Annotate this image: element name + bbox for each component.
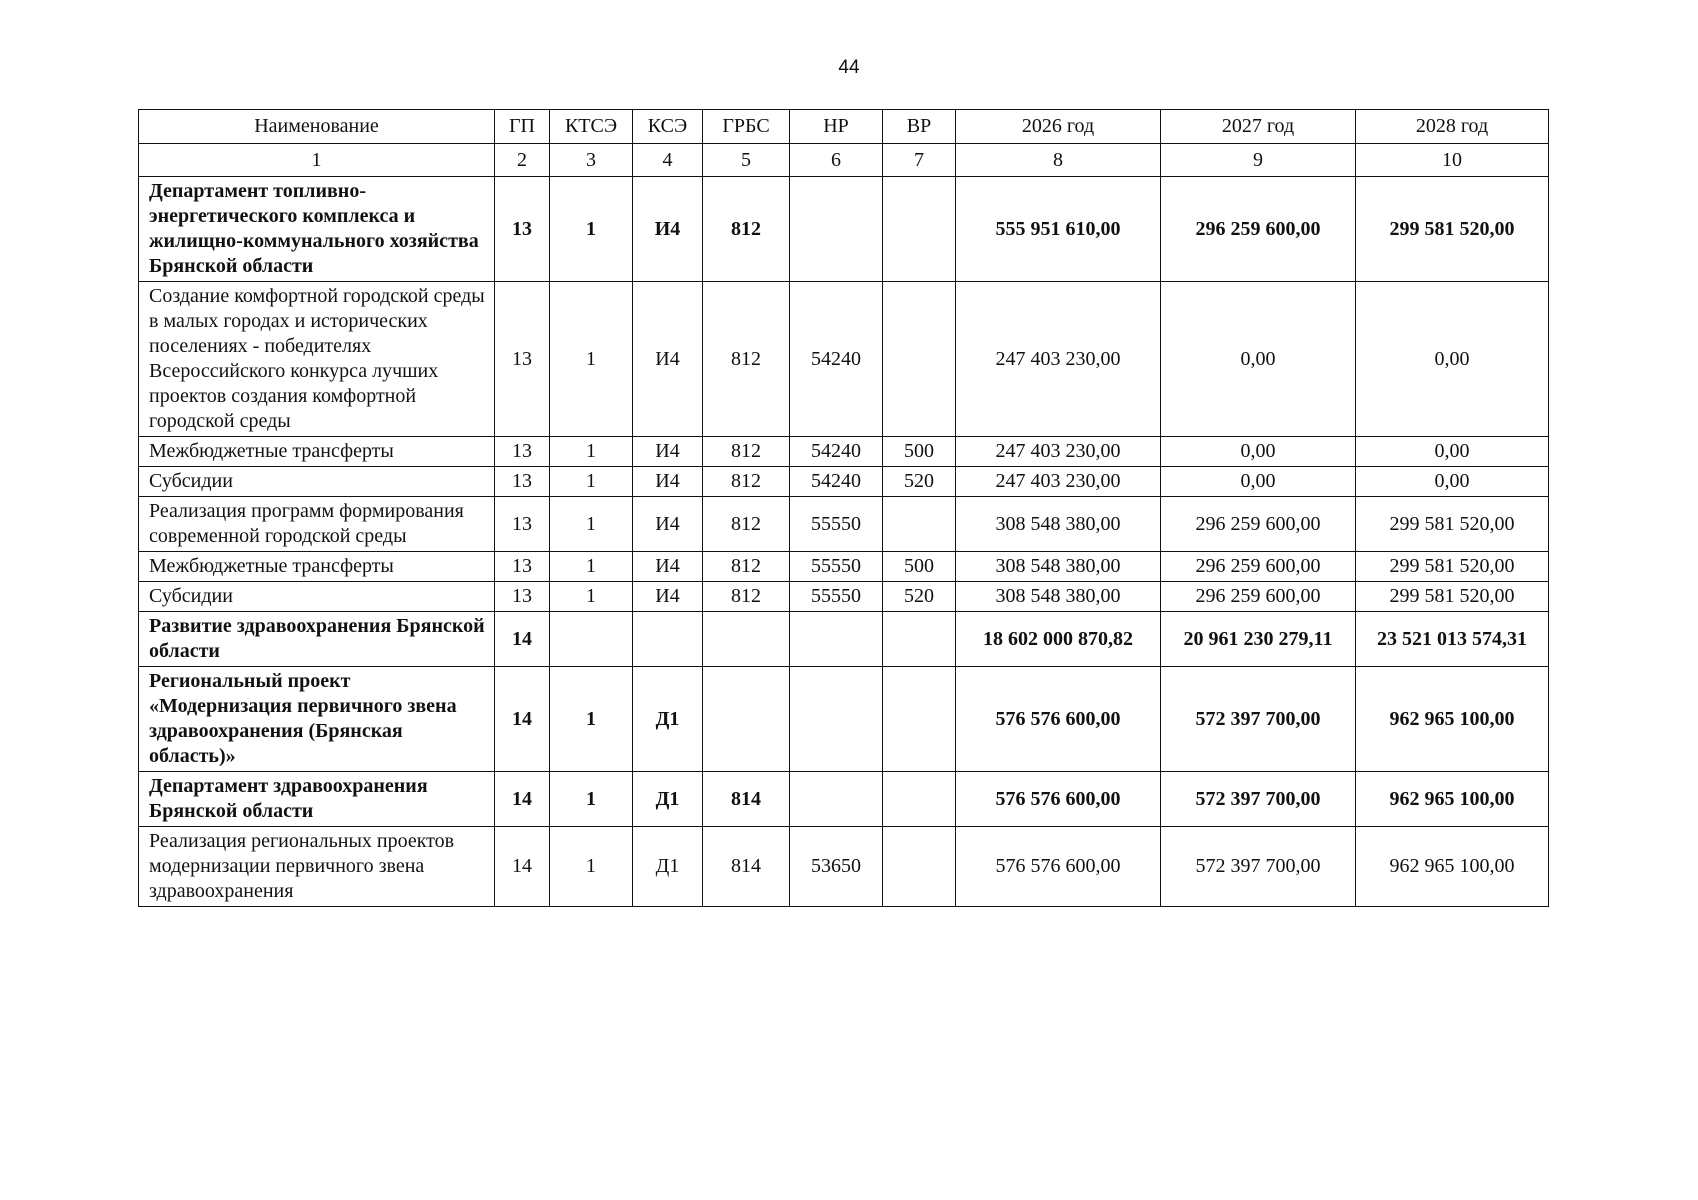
cell-2027: 572 397 700,00 (1161, 827, 1356, 907)
cell-name: Департамент здравоохранения Брянской области (139, 772, 495, 827)
cell-gp: 13 (495, 177, 550, 282)
cell-kse: Д1 (633, 827, 703, 907)
col-number: 10 (1356, 144, 1549, 177)
cell-vr: 500 (883, 552, 956, 582)
cell-2026: 555 951 610,00 (956, 177, 1161, 282)
cell-gp: 14 (495, 772, 550, 827)
cell-vr: 500 (883, 437, 956, 467)
cell-kse: И4 (633, 582, 703, 612)
cell-2028: 299 581 520,00 (1356, 552, 1549, 582)
cell-ktse: 1 (550, 497, 633, 552)
table-body (139, 177, 1549, 907)
page-number: 44 (838, 57, 860, 78)
cell-kse (633, 612, 703, 667)
cell-nr: 54240 (790, 282, 883, 437)
cell-vr (883, 827, 956, 907)
cell-name: Межбюджетные трансферты (139, 552, 495, 582)
cell-grbs: 812 (703, 437, 790, 467)
cell-gp: 14 (495, 612, 550, 667)
cell-gp: 14 (495, 667, 550, 772)
cell-2026: 247 403 230,00 (956, 282, 1161, 437)
cell-2027: 20 961 230 279,11 (1161, 612, 1356, 667)
table-row (139, 612, 1549, 667)
cell-name: Развитие здравоохранения Брянской области (139, 612, 495, 667)
cell-name: Субсидии (139, 467, 495, 497)
cell-2026: 576 576 600,00 (956, 827, 1161, 907)
cell-gp: 13 (495, 467, 550, 497)
cell-ktse: 1 (550, 437, 633, 467)
cell-2028: 0,00 (1356, 437, 1549, 467)
table-row (139, 552, 1549, 582)
cell-kse: И4 (633, 282, 703, 437)
col-header-gp: ГП (495, 110, 550, 144)
cell-ktse: 1 (550, 552, 633, 582)
cell-2027: 296 259 600,00 (1161, 177, 1356, 282)
col-header-2028: 2028 год (1356, 110, 1549, 144)
cell-grbs: 812 (703, 282, 790, 437)
col-number: 7 (883, 144, 956, 177)
cell-kse: Д1 (633, 667, 703, 772)
cell-nr: 55550 (790, 552, 883, 582)
cell-2028: 299 581 520,00 (1356, 497, 1549, 552)
cell-vr (883, 177, 956, 282)
cell-ktse: 1 (550, 467, 633, 497)
cell-2026: 308 548 380,00 (956, 552, 1161, 582)
col-number: 4 (633, 144, 703, 177)
cell-name: Департамент топливно-энергетического комплекса и жилищно-коммунального хозяйства Брянской области (139, 177, 495, 282)
cell-2028: 299 581 520,00 (1356, 582, 1549, 612)
cell-nr: 55550 (790, 497, 883, 552)
cell-name: Межбюджетные трансферты (139, 437, 495, 467)
cell-2026: 576 576 600,00 (956, 667, 1161, 772)
cell-kse: И4 (633, 177, 703, 282)
cell-2028: 962 965 100,00 (1356, 667, 1549, 772)
cell-grbs: 812 (703, 497, 790, 552)
table-row (139, 497, 1549, 552)
cell-kse: Д1 (633, 772, 703, 827)
cell-gp: 13 (495, 437, 550, 467)
cell-nr: 53650 (790, 827, 883, 907)
cell-2026: 308 548 380,00 (956, 497, 1161, 552)
cell-kse: И4 (633, 467, 703, 497)
cell-2027: 572 397 700,00 (1161, 667, 1356, 772)
cell-ktse: 1 (550, 282, 633, 437)
table-row (139, 827, 1549, 907)
cell-nr: 54240 (790, 467, 883, 497)
cell-kse: И4 (633, 497, 703, 552)
cell-ktse: 1 (550, 827, 633, 907)
cell-2026: 576 576 600,00 (956, 772, 1161, 827)
cell-2027: 296 259 600,00 (1161, 497, 1356, 552)
table-row (139, 772, 1549, 827)
table-row (139, 177, 1549, 282)
cell-nr (790, 772, 883, 827)
cell-2026: 18 602 000 870,82 (956, 612, 1161, 667)
cell-gp: 13 (495, 282, 550, 437)
cell-nr (790, 612, 883, 667)
cell-nr: 54240 (790, 437, 883, 467)
cell-name: Субсидии (139, 582, 495, 612)
cell-2028: 0,00 (1356, 467, 1549, 497)
cell-gp: 13 (495, 582, 550, 612)
cell-2028: 962 965 100,00 (1356, 772, 1549, 827)
cell-vr: 520 (883, 582, 956, 612)
cell-name: Реализация программ формирования современной городской среды (139, 497, 495, 552)
col-number: 3 (550, 144, 633, 177)
col-header-vr: ВР (883, 110, 956, 144)
col-header-kse: КСЭ (633, 110, 703, 144)
cell-vr (883, 497, 956, 552)
col-header-name: Наименование (139, 110, 495, 144)
cell-vr (883, 612, 956, 667)
cell-ktse: 1 (550, 582, 633, 612)
cell-2026: 308 548 380,00 (956, 582, 1161, 612)
cell-ktse: 1 (550, 772, 633, 827)
cell-grbs: 812 (703, 467, 790, 497)
col-number: 6 (790, 144, 883, 177)
col-number: 8 (956, 144, 1161, 177)
budget-table (138, 109, 1549, 907)
cell-vr (883, 667, 956, 772)
table-row (139, 467, 1549, 497)
cell-nr (790, 177, 883, 282)
cell-2026: 247 403 230,00 (956, 467, 1161, 497)
cell-name: Создание комфортной городской среды в малых городах и исторических поселениях - победителях Всероссийского конкурса лучших проектов создания комфортной городской среды (139, 282, 495, 437)
col-header-ktse: КТСЭ (550, 110, 633, 144)
col-number: 5 (703, 144, 790, 177)
column-number-row (139, 144, 1549, 177)
col-number: 1 (139, 144, 495, 177)
cell-grbs: 812 (703, 582, 790, 612)
table-row (139, 282, 1549, 437)
cell-2027: 0,00 (1161, 282, 1356, 437)
cell-nr (790, 667, 883, 772)
cell-2028: 0,00 (1356, 282, 1549, 437)
cell-kse: И4 (633, 552, 703, 582)
cell-grbs: 812 (703, 177, 790, 282)
cell-vr: 520 (883, 467, 956, 497)
cell-vr (883, 282, 956, 437)
cell-2027: 296 259 600,00 (1161, 582, 1356, 612)
cell-2027: 572 397 700,00 (1161, 772, 1356, 827)
table-row (139, 437, 1549, 467)
cell-grbs: 814 (703, 772, 790, 827)
cell-2027: 0,00 (1161, 437, 1356, 467)
cell-2027: 0,00 (1161, 467, 1356, 497)
cell-2028: 962 965 100,00 (1356, 827, 1549, 907)
cell-vr (883, 772, 956, 827)
cell-name: Региональный проект «Модернизация первичного звена здравоохранения (Брянская область)» (139, 667, 495, 772)
col-header-2026: 2026 год (956, 110, 1161, 144)
cell-nr: 55550 (790, 582, 883, 612)
cell-ktse: 1 (550, 667, 633, 772)
cell-name: Реализация региональных проектов модернизации первичного звена здравоохранения (139, 827, 495, 907)
col-number: 9 (1161, 144, 1356, 177)
cell-2028: 23 521 013 574,31 (1356, 612, 1549, 667)
table-row (139, 667, 1549, 772)
cell-grbs (703, 612, 790, 667)
cell-gp: 14 (495, 827, 550, 907)
cell-gp: 13 (495, 497, 550, 552)
cell-ktse (550, 612, 633, 667)
cell-grbs (703, 667, 790, 772)
col-header-nr: НР (790, 110, 883, 144)
cell-2028: 299 581 520,00 (1356, 177, 1549, 282)
cell-gp: 13 (495, 552, 550, 582)
header-row (139, 110, 1549, 144)
cell-ktse: 1 (550, 177, 633, 282)
col-header-grbs: ГРБС (703, 110, 790, 144)
col-header-2027: 2027 год (1161, 110, 1356, 144)
col-number: 2 (495, 144, 550, 177)
cell-grbs: 812 (703, 552, 790, 582)
cell-2026: 247 403 230,00 (956, 437, 1161, 467)
cell-grbs: 814 (703, 827, 790, 907)
cell-2027: 296 259 600,00 (1161, 552, 1356, 582)
cell-kse: И4 (633, 437, 703, 467)
table-row (139, 582, 1549, 612)
